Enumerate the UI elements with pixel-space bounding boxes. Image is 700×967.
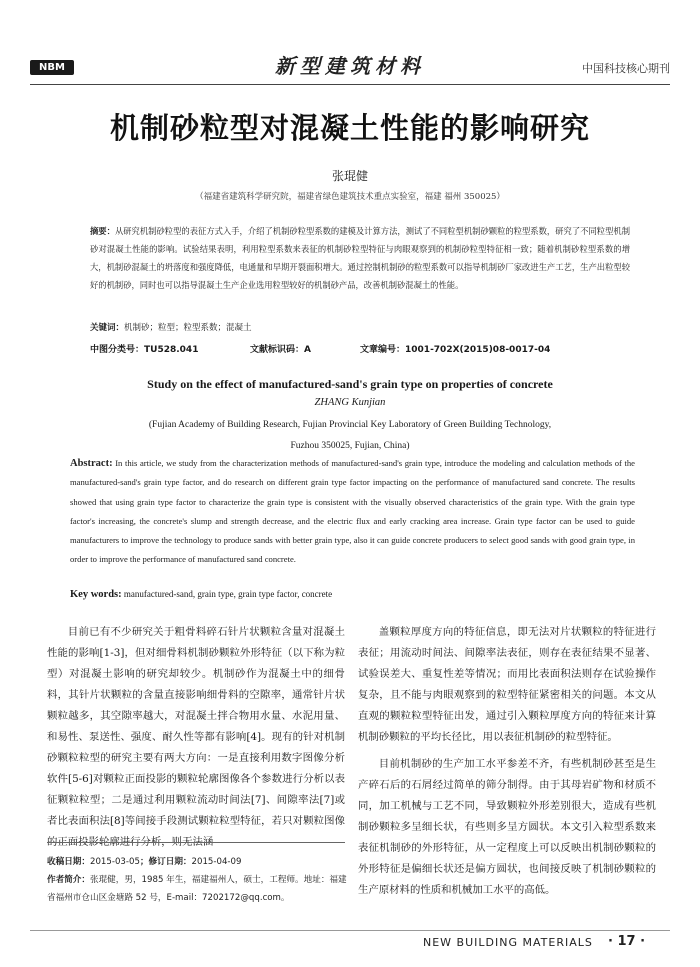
footer-journal-name: NEW BUILDING MATERIALS: [423, 936, 593, 949]
author-name: 张琨健: [331, 169, 368, 183]
article-title: 机制砂粒型对混凝土性能的影响研究: [109, 111, 590, 145]
page-number: · 17 ·: [608, 934, 646, 949]
header-divider: [30, 84, 670, 85]
body-paragraph: 盖颗粒厚度方向的特征信息，即无法对片状颗粒的特征进行表征；用流动时间法、间隙率法表征，则存在表征结果不显著、试验误差大、重复性差等情况；而用比表面积法则存在试验操作复杂，且不能与肉眼观察到的粒型特征紧密相关的问题。本文从直观的颗粒粒型特征出发，通过引入颗粒厚度方向的特征来计算机制砂颗粒的平均长径比，用以表征机制砂的粒型特征。: [358, 626, 656, 743]
doc-code: 文献标识码：A: [250, 345, 311, 355]
english-affiliation: [30, 415, 670, 457]
abstract-label: 摘要：: [90, 226, 115, 236]
footnote-dates: 收稿日期：2015-03-05；修订日期：2015-04-09: [47, 857, 242, 867]
english-abstract-text: In this article, we study from the characterization methods of manufactured-sand's grain type, introduce the modeling and calculation methods of the manufactured-sand's grain type factor, and do research on different grain type factor impacting on the performance of manufactured sand concrete. The results showed that using grain type factor to characterize the grain type is consistent with the visually observed characteristics of the grain type. With the grain type factor's increasing, the concrete's slump and strength decrease, and the electric flux and early cracking area increase. Grain type factor can be used to guide manufacturers to improve the technology to produce sands with better grain type, also it can guide concrete producers to select good sands with good grain type, in order to improve the performance of manufactured sand concrete.: [70, 458, 635, 565]
author-affiliation: （福建省建筑科学研究院，福建省绿色建筑技术重点实验室，福建 福州 350025）: [195, 192, 505, 202]
body-column-left: [47, 622, 345, 853]
abstract-cn: [90, 222, 630, 294]
english-keywords-text: manufactured-sand, grain type, grain type factor, concrete: [123, 589, 333, 599]
body-column-right: [358, 622, 656, 901]
footnote-divider: [47, 842, 345, 843]
clc-number: 中图分类号：TU528.041: [90, 345, 199, 355]
abstract-text: 从研究机制砂粒型的表征方式入手，介绍了机制砂粒型系数的建模及计算方法，测试了不同粒型机制砂颗粒的粒型系数，研究了不同粒型机制砂对混凝土性能的影响。试验结果表明，利用粒型系数来表征的机制砂粒型特征与肉眼观察到的机制砂粒型特征相一致；随着机制砂粒型系数的增大，机制砂混凝土的坍落度和强度降低，电通量和早期开裂面积增大。通过控制机制砂的粒型系数可以指导机制砂厂家改进生产工艺，生产出粒型较好的机制砂，同时也可以指导混凝土生产企业选用粒型较好的机制砂产品，改善机制砂混凝土的性能。: [90, 226, 630, 290]
english-abstract: [70, 454, 635, 570]
footnote: [47, 853, 347, 907]
english-title: Study on the effect of manufactured-sand's grain type on properties of concrete: [147, 377, 553, 391]
keywords-cn: [90, 321, 630, 333]
keywords-text: 机制砂；粒型；粒型系数；混凝土: [124, 323, 252, 333]
body-paragraph: 目前已有不少研究关于粗骨料碎石针片状颗粒含量对混凝土性能的影响[1-3]，但对细骨料机制砂颗粒外形特征（以下称为粒型）对混凝土影响的研究却较少。机制砂作为混凝土中的细骨料，其针片状颗粒的含量直接影响细骨料的空隙率，通常针片状颗粒越多，其空隙率越大，对混凝土拌合物用水量、水泥用量、和易性、泵送性、强度、耐久性等都有影响[4]。现有的针对机制砂颗粒粒型的研究主要有两大方向：一是直接利用数字图像分析软件[5-6]对颗粒正面投影的颗粒轮廓图像各个参数进行分析以表征颗粒粒型；二是通过利用颗粒流动时间法[7]、间隙率法[7]或者比表面积法[8]等间接手段测试颗粒粒型特征，若只对颗粒图像的正面投影轮廓进行分析，则无法涵: [47, 626, 345, 848]
english-keywords-label: Key words:: [70, 589, 122, 600]
english-keywords: [70, 589, 635, 600]
journal-name: 新型建筑材料: [275, 54, 425, 78]
keywords-label: 关键词：: [90, 323, 125, 333]
english-affiliation-line2: Fuzhou 350025, Fujian, China): [290, 441, 410, 451]
body-paragraph: 目前机制砂的生产加工水平参差不齐，有些机制砂甚至是生产碎石后的石屑经过简单的筛分制得。由于其母岩矿物和材质不同，加工机械与工艺不同，导致颗粒外形差别很大，造成有些机制砂颗粒多呈细长状，有些则多呈方圆状。本文引入粒型系数来表征机制砂的外形特征，从一定程度上可以反映出机制砂颗粒的外形特征是偏细长状还是偏方圆状，也间接反映了机制砂颗粒的生产原材料的性质和机械加工水平的高低。: [358, 758, 656, 896]
footnote-bio: 作者简介：张琨健，男，1985 年生，福建福州人，硕士，工程师。地址：福建省福州市仓山区金塘路 52 号，E-mail：7202172@qq.com。: [47, 875, 347, 903]
english-affiliation-line1: (Fujian Academy of Building Research, Fujian Provincial Key Laboratory of Green Building Technology,: [148, 420, 552, 430]
journal-tagline: 中国科技核心期刊: [582, 62, 670, 75]
journal-logo: [30, 60, 74, 75]
article-number: 文章编号：1001-702X(2015)08-0017-04: [360, 345, 551, 355]
english-author: ZHANG Kunjian: [314, 397, 386, 408]
english-abstract-label: Abstract:: [70, 458, 113, 469]
footer-divider: [30, 930, 670, 931]
journal-logo-text: NBM: [39, 62, 65, 73]
